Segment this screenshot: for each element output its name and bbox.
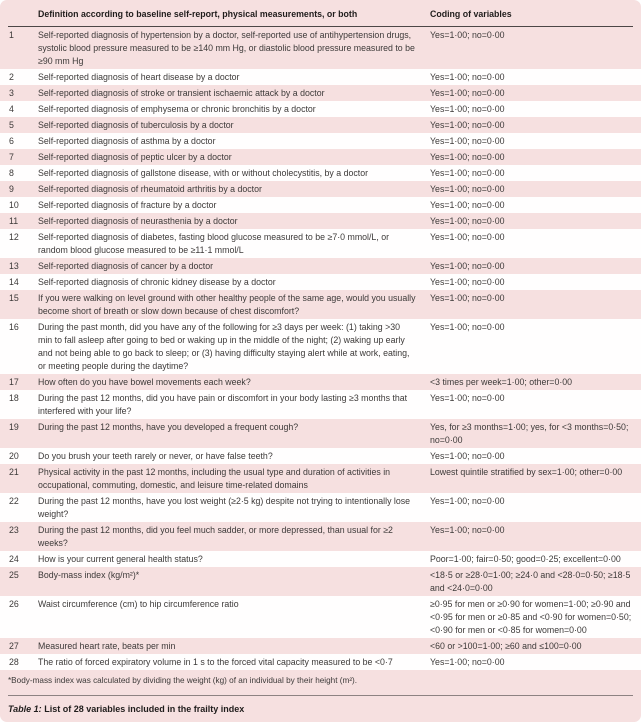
row-number: 3 [9,87,14,98]
row-number: 9 [9,183,14,194]
row-coding: Yes=1·00; no=0·00 [430,199,505,210]
row-number: 19 [9,421,19,432]
row-coding: Yes=1·00; no=0·00 [430,495,505,506]
row-coding: Yes=1·00; no=0·00 [430,119,505,130]
row-coding: Yes=1·00; no=0·00 [430,450,505,461]
table-caption [0,696,641,716]
table-row [0,390,641,419]
row-definition: Waist circumference (cm) to hip circumference ratio [38,598,239,609]
row-number: 11 [9,215,19,226]
row-number: 8 [9,167,14,178]
table-row [0,290,641,319]
row-number: 15 [9,292,19,303]
table-row [0,319,641,374]
row-definition: Self-reported diagnosis of stroke or transient ischaemic attack by a doctor [38,87,325,98]
table-row [0,258,641,274]
table-row [0,181,641,197]
row-definition: Self-reported diagnosis of chronic kidney disease by a doctor [38,276,276,287]
table-row [0,69,641,85]
row-number: 17 [9,376,19,387]
row-definition: Self-reported diagnosis of heart disease by a doctor [38,71,240,82]
row-definition: Self-reported diagnosis of neurasthenia by a doctor [38,215,238,226]
row-number: 14 [9,276,19,287]
table-row [0,638,641,654]
row-number: 20 [9,450,19,461]
row-definition: Self-reported diagnosis of rheumatoid arthritis by a doctor [38,183,262,194]
table-row [0,101,641,117]
row-coding: Yes, for ≥3 months=1·00; yes, for <3 months=0·50; no=0·00 [430,421,629,445]
row-definition: Self-reported diagnosis of peptic ulcer by a doctor [38,151,232,162]
row-coding: Yes=1·00; no=0·00 [430,135,505,146]
row-definition: During the past month, did you have any of the following for ≥3 days per week: (1) taking >30 min to fall asleep after going to bed or waking up in the middle of the night; (2) waking up early and not being able to go back to sleep; or (3) having difficulty staying alert while at work, eating, or meeting people during the daytime? [38,321,410,371]
row-coding: Yes=1·00; no=0·00 [430,167,505,178]
row-coding: Yes=1·00; no=0·00 [430,392,505,403]
row-coding: Yes=1·00; no=0·00 [430,103,505,114]
row-definition: Self-reported diagnosis of cancer by a doctor [38,260,214,271]
table-row [0,149,641,165]
row-coding: <60 or >100=1·00; ≥60 and ≤100=0·00 [430,640,582,651]
row-definition: How often do you have bowel movements each week? [38,376,251,387]
row-coding: Yes=1·00; no=0·00 [430,276,505,287]
row-coding: Yes=1·00; no=0·00 [430,151,505,162]
table-row [0,493,641,522]
table-row [0,274,641,290]
row-coding: Yes=1·00; no=0·00 [430,260,505,271]
table-row [0,448,641,464]
row-number: 7 [9,151,14,162]
table-row [0,165,641,181]
row-definition: Physical activity in the past 12 months, including the usual type and duration of activities in occupational, commuting, domestic, and leisure time-related domains [38,466,391,490]
row-number: 16 [9,321,19,332]
table-caption-text: List of 28 variables included in the frailty index [44,704,245,714]
table-row [0,522,641,551]
table-row [0,133,641,149]
table-row [0,117,641,133]
row-coding: Yes=1·00; no=0·00 [430,656,505,667]
row-coding: <18·5 or ≥28·0=1·00; ≥24·0 and <28·0=0·50; ≥18·5 and <24·0=0·00 [430,569,631,593]
table-row [0,229,641,258]
caption-block [0,695,641,722]
row-definition: Self-reported diagnosis of asthma by a doctor [38,135,216,146]
row-definition: Measured heart rate, beats per min [38,640,176,651]
row-coding: Yes=1·00; no=0·00 [430,524,505,535]
row-definition: During the past 12 months, did you have pain or discomfort in your body lasting ≥3 months that interfered with your life? [38,392,408,416]
row-number: 27 [9,640,19,651]
row-number: 28 [9,656,19,667]
row-number: 5 [9,119,14,130]
row-definition: Do you brush your teeth rarely or never, or have false teeth? [38,450,273,461]
row-definition: Self-reported diagnosis of gallstone disease, with or without cholecystitis, by a doctor [38,167,369,178]
row-coding: Yes=1·00; no=0·00 [430,215,505,226]
row-coding: Lowest quintile stratified by sex=1·00; other=0·00 [430,466,623,477]
row-number: 22 [9,495,19,506]
row-number: 26 [9,598,19,609]
row-number: 2 [9,71,14,82]
row-coding: Poor=1·00; fair=0·50; good=0·25; excellent=0·00 [430,553,621,564]
row-number: 12 [9,231,19,242]
row-coding: Yes=1·00; no=0·00 [430,87,505,98]
row-definition: The ratio of forced expiratory volume in 1 s to the forced vital capacity measured to be <0·7 [38,656,393,667]
header-coding: Coding of variables [430,9,512,19]
table-row [0,464,641,493]
table-row [0,213,641,229]
header-number-spacer [0,8,38,21]
table-header-row [0,0,641,26]
table-row [0,197,641,213]
row-coding: Yes=1·00; no=0·00 [430,292,505,303]
row-number: 23 [9,524,19,535]
row-definition: During the past 12 months, have you lost weight (≥2·5 kg) despite not trying to intentionally lose weight? [38,495,411,519]
row-definition: During the past 12 months, did you feel much sadder, or more depressed, than usual for ≥2 weeks? [38,524,393,548]
row-coding: Yes=1·00; no=0·00 [430,183,505,194]
row-definition: Body-mass index (kg/m²)* [38,569,140,580]
table-caption-label: Table 1: [8,704,42,714]
row-definition: Self-reported diagnosis of diabetes, fasting blood glucose measured to be ≥7·0 mmol/L, or random blood glucose measured to be ≥11·1 mmol/L [38,231,390,255]
row-coding: Yes=1·00; no=0·00 [430,71,505,82]
table-row [0,374,641,390]
row-number: 4 [9,103,14,114]
row-number: 6 [9,135,14,146]
row-number: 1 [9,29,14,40]
table-row [0,27,641,69]
row-number: 24 [9,553,19,564]
row-coding: <3 times per week=1·00; other=0·00 [430,376,573,387]
row-definition: Self-reported diagnosis of fracture by a doctor [38,199,217,210]
table-row [0,567,641,596]
row-coding: ≥0·95 for men or ≥0·90 for women=1·00; ≥0·90 and <0·95 for men or ≥0·85 and <0·90 for women=0·50; <0·90 for men or <0·85 for women=0·00 [430,598,632,635]
table-footnote: *Body-mass index was calculated by dividing the weight (kg) of an individual by their height (m²). [8,676,358,685]
row-coding: Yes=1·00; no=0·00 [430,29,505,40]
row-number: 25 [9,569,19,580]
table-row [0,654,641,670]
row-number: 10 [9,199,19,210]
header-definition: Definition according to baseline self-report, physical measurements, or both [38,9,358,19]
row-definition: How is your current general health status? [38,553,203,564]
row-definition: If you were walking on level ground with other healthy people of the same age, would you usually become short of breath or slow down because of chest discomfort? [38,292,416,316]
row-coding: Yes=1·00; no=0·00 [430,321,505,332]
table-row [0,596,641,638]
row-definition: Self-reported diagnosis of emphysema or chronic bronchitis by a doctor [38,103,316,114]
row-number: 18 [9,392,19,403]
row-coding: Yes=1·00; no=0·00 [430,231,505,242]
row-number: 21 [9,466,19,477]
row-definition: During the past 12 months, have you developed a frequent cough? [38,421,299,432]
table-row [0,419,641,448]
row-definition: Self-reported diagnosis of tuberculosis by a doctor [38,119,234,130]
table-row [0,85,641,101]
row-definition: Self-reported diagnosis of hypertension by a doctor, self-reported use of antihypertension drugs, systolic blood pressure measured to be ≥140 mm Hg, or diastolic blood pressure measured to be ≥90 mm Hg [38,29,415,66]
table-row [0,551,641,567]
table-body [0,27,641,670]
row-number: 13 [9,260,19,271]
